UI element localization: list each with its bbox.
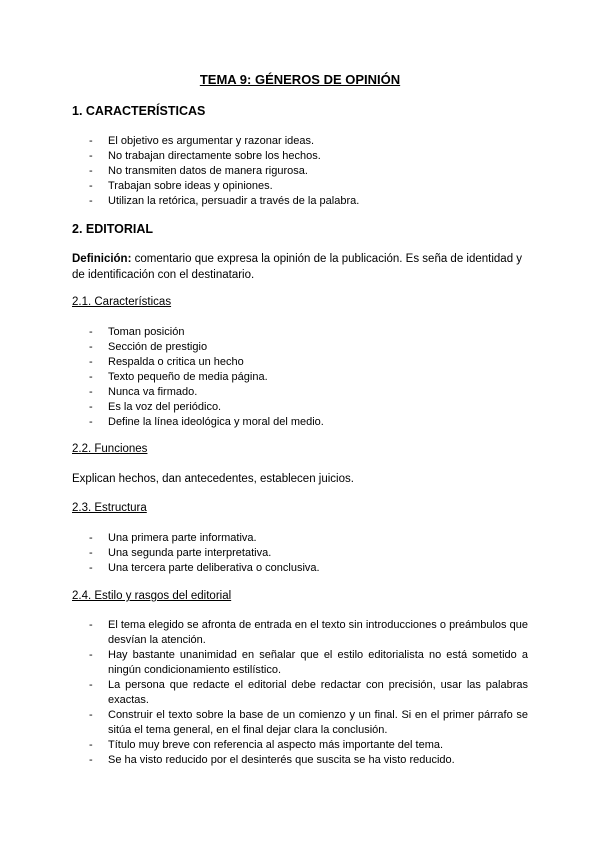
document-title: TEMA 9: GÉNEROS DE OPINIÓN [199, 72, 401, 87]
subsection-2-4-heading: 2.4. Estilo y rasgos del editorial [72, 590, 232, 602]
functions-paragraph: Explican hechos, dan antecedentes, establecen juicios. [72, 473, 354, 485]
list-item: - No trabajan directamente sobre los hechos. [72, 149, 528, 164]
list-item: - Respalda o critica un hecho [72, 355, 528, 370]
list-item: - Hay bastante unanimidad en señalar que el estilo editorialista no está sometido a ningún condicionamiento estilístico. [72, 648, 528, 678]
subsection-2-1-heading: 2.1. Características [72, 296, 172, 308]
list-item: - Construir el texto sobre la base de un comienzo y un final. Si en el primer párrafo se sitúa el tema general, en el final dejar clara la conclusión. [72, 708, 528, 738]
list-item: - Toman posición [72, 325, 528, 340]
list-item: - El objetivo es argumentar y razonar ideas. [72, 134, 528, 149]
list-item: - Una primera parte informativa. [72, 531, 528, 546]
list-item: - Nunca va firmado. [72, 385, 528, 400]
subsection-2-3-heading: 2.3. Estructura [72, 502, 147, 514]
list-item: - El tema elegido se afronta de entrada en el texto sin introducciones o preámbulos que desvían la atención. [72, 618, 528, 648]
definition-text: comentario que expresa la opinión de la publicación. Es seña de identidad y de identificación con el destinatario. [72, 253, 523, 281]
list-item: - Se ha visto reducido por el desinterés que suscita se ha visto reducido. [72, 753, 528, 768]
section-1-heading: 1. CARACTERÍSTICAS [72, 104, 206, 118]
section-1-list [72, 134, 528, 209]
subsection-2-1-list [72, 325, 528, 430]
definition-label: Definición: [72, 253, 132, 265]
list-item: - Define la línea ideológica y moral del medio. [72, 415, 528, 430]
list-item: - Trabajan sobre ideas y opiniones. [72, 179, 528, 194]
list-item: - La persona que redacte el editorial debe redactar con precisión, usar las palabras exactas. [72, 678, 528, 708]
section-2-heading: 2. EDITORIAL [72, 222, 154, 236]
definition-paragraph [72, 251, 528, 283]
list-item: - Es la voz del periódico. [72, 400, 528, 415]
list-item: - Una tercera parte deliberativa o conclusiva. [72, 561, 528, 576]
subsection-2-3-list [72, 531, 528, 576]
subsection-2-4-list [72, 618, 528, 768]
list-item: - Título muy breve con referencia al aspecto más importante del tema. [72, 738, 528, 753]
list-item: - No transmiten datos de manera rigurosa. [72, 164, 528, 179]
list-item: - Texto pequeño de media página. [72, 370, 528, 385]
list-item: - Una segunda parte interpretativa. [72, 546, 528, 561]
list-item: - Sección de prestigio [72, 340, 528, 355]
subsection-2-2-heading: 2.2. Funciones [72, 443, 148, 455]
list-item: - Utilizan la retórica, persuadir a través de la palabra. [72, 194, 528, 209]
